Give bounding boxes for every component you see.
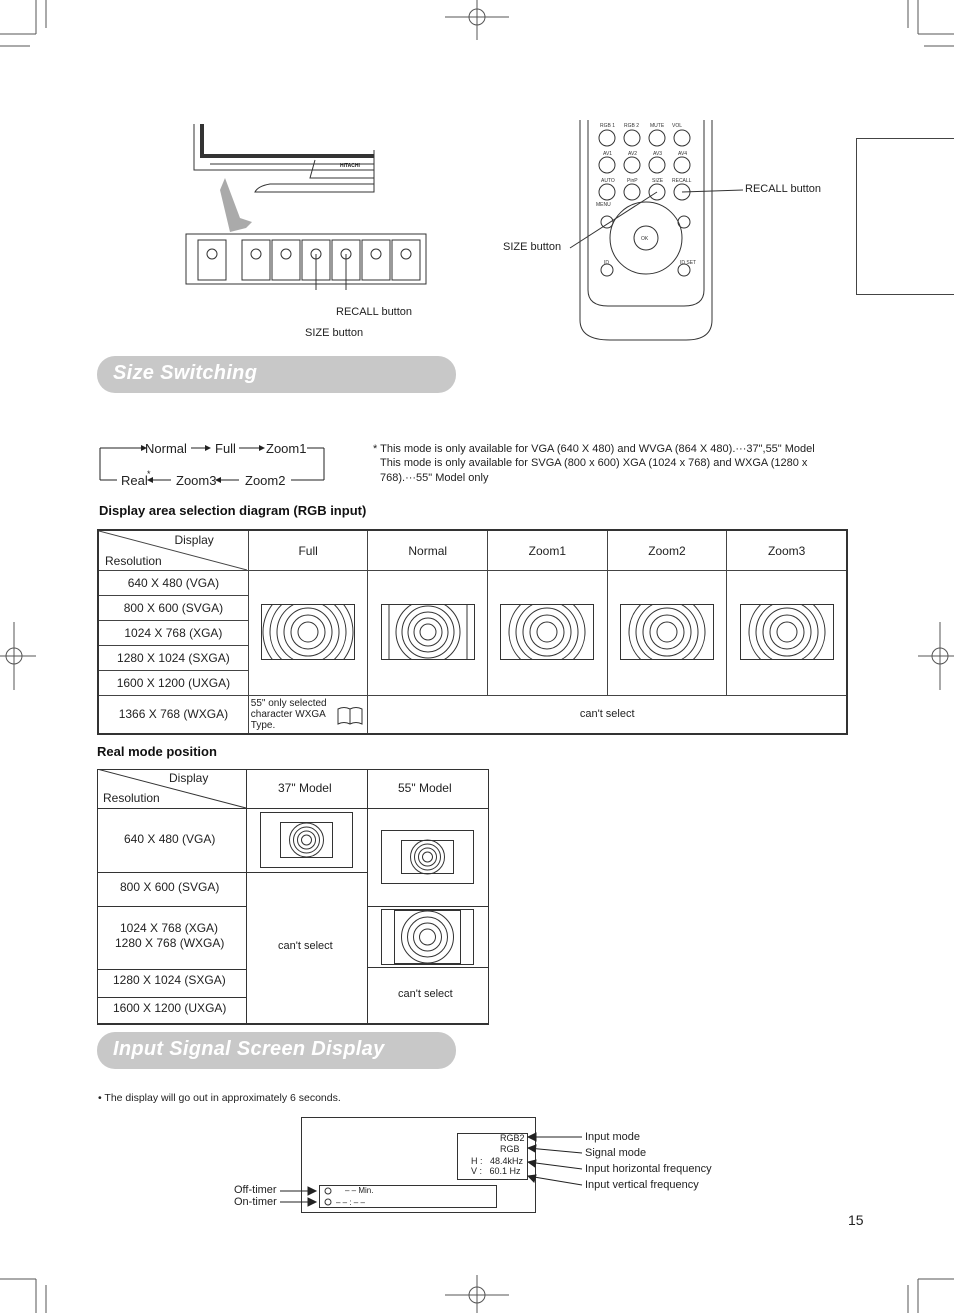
- remote-illustration: [560, 120, 860, 345]
- real-row-wxga: 1280 X 768 (WXGA): [115, 936, 225, 950]
- svg-text:AV1: AV1: [603, 151, 613, 157]
- col-zoom1: Zoom1: [488, 530, 608, 571]
- real-corner-resolution: Resolution: [103, 791, 160, 805]
- label-off-timer: Off-timer: [234, 1184, 277, 1196]
- mode-real-star: *: [147, 469, 151, 479]
- row-sxga: 1280 X 1024 (SXGA): [98, 646, 248, 671]
- svg-text:SIZE: SIZE: [652, 178, 664, 184]
- full-screen-image: [261, 604, 355, 660]
- size-switching-title: Size Switching: [113, 362, 258, 384]
- label-vertical-frequency: Input vertical frequency: [585, 1179, 699, 1191]
- mode-zoom2: Zoom2: [245, 473, 286, 488]
- row-xga: 1024 X 768 (XGA): [98, 621, 248, 646]
- wxga-note-3: Type.: [250, 719, 276, 731]
- real-row-vga: 640 X 480 (VGA): [124, 832, 216, 846]
- mode-real: Real: [121, 473, 148, 488]
- real-row-svga: 800 X 600 (SVGA): [120, 880, 220, 894]
- real-corner-display: Display: [169, 771, 209, 785]
- real-col-37: 37" Model: [278, 781, 332, 795]
- svg-text:VOL: VOL: [672, 123, 683, 129]
- real-col-55: 55" Model: [398, 781, 452, 795]
- input-signal-bar: [97, 1032, 456, 1069]
- col-full: Full: [248, 530, 368, 571]
- real-row-xga: 1024 X 768 (XGA): [120, 921, 219, 935]
- mode-footnote-3: 768).···55" Model only: [380, 472, 489, 484]
- mode-full: Full: [215, 441, 236, 456]
- zoom2-screen-image: [620, 604, 714, 660]
- zoom3-screen-cell: [727, 571, 847, 696]
- zoom3-screen-image: [740, 604, 834, 660]
- osd-h-freq: H : 48.4kHz: [471, 1156, 524, 1166]
- col-zoom2: Zoom2: [607, 530, 727, 571]
- zoom2-screen-cell: [607, 571, 727, 696]
- size-button-label-remote: SIZE button: [503, 241, 562, 253]
- real-37-cant-select: can't select: [278, 940, 333, 952]
- zoom1-screen-cell: [488, 571, 608, 696]
- svg-text:RGB 2: RGB 2: [624, 123, 640, 129]
- svg-text:OK: OK: [641, 236, 649, 242]
- display-area-table: [97, 529, 848, 735]
- page-number: 15: [848, 1212, 864, 1228]
- corner-cell: [98, 530, 248, 571]
- svg-text:MUTE: MUTE: [650, 123, 665, 129]
- label-signal-mode: Signal mode: [585, 1147, 647, 1159]
- label-horizontal-frequency: Input horizontal frequency: [585, 1163, 712, 1175]
- row-wxga: 1366 X 768 (WXGA): [98, 696, 248, 734]
- recall-button-label: RECALL button: [336, 306, 413, 318]
- display-area-heading: Display area selection diagram (RGB input): [99, 503, 367, 518]
- svg-text:AUTO: AUTO: [601, 178, 615, 184]
- wxga-cant-select: can't select: [368, 696, 847, 734]
- svg-text:AV3: AV3: [653, 151, 663, 157]
- svg-text:AV2: AV2: [628, 151, 638, 157]
- osd-on-timer-value: – – : – –: [336, 1198, 365, 1207]
- wxga-note-cell: [248, 696, 368, 734]
- col-normal: Normal: [368, 530, 488, 571]
- full-screen-cell: [248, 571, 368, 696]
- col-zoom3: Zoom3: [727, 530, 847, 571]
- svg-text:RECALL: RECALL: [672, 178, 692, 184]
- zoom1-screen-image: [500, 604, 594, 660]
- svg-text:ID SET: ID SET: [680, 260, 697, 266]
- size-switching-bar: [97, 356, 456, 393]
- osd-input-mode: RGB2: [500, 1133, 525, 1143]
- mode-footnote-2: This mode is only available for SVGA (800 x 600) XGA (1024 x 768) and WXGA (1280 x: [380, 457, 808, 469]
- book-icon: [337, 706, 363, 726]
- real-row-uxga: 1600 X 1200 (UXGA): [113, 1001, 227, 1015]
- tv-brand: HITACHI: [340, 163, 360, 169]
- side-tab: [856, 138, 954, 295]
- input-signal-title: Input Signal Screen Display: [113, 1038, 385, 1060]
- mode-footnote-1: * This mode is only available for VGA (640 X 480) and WVGA (864 X 480).···37",55" Model: [373, 443, 815, 455]
- mode-normal: Normal: [145, 441, 187, 456]
- wxga-note-2: character WXGA: [250, 708, 326, 720]
- row-uxga: 1600 X 1200 (UXGA): [98, 671, 248, 696]
- row-vga: 640 X 480 (VGA): [98, 571, 248, 596]
- recall-button-label-remote: RECALL button: [745, 183, 822, 195]
- tv-illustration: [180, 120, 440, 290]
- svg-text:MENU: MENU: [596, 202, 611, 208]
- osd-signal-mode: RGB: [500, 1144, 520, 1154]
- real-55-cant-select: can't select: [398, 988, 453, 1000]
- osd-v-freq: V : 60.1 Hz: [471, 1166, 521, 1176]
- svg-text:RGB 1: RGB 1: [600, 123, 616, 129]
- svg-text:PinP: PinP: [627, 178, 638, 184]
- corner-resolution: Resolution: [105, 554, 162, 568]
- svg-text:ID: ID: [604, 260, 609, 266]
- wxga-note-1: 55" only selected: [250, 697, 327, 709]
- label-input-mode: Input mode: [585, 1131, 641, 1143]
- svg-text:AV4: AV4: [678, 151, 688, 157]
- real-row-sxga: 1280 X 1024 (SXGA): [113, 973, 226, 987]
- label-on-timer: On-timer: [234, 1196, 277, 1208]
- mode-zoom3: Zoom3: [176, 473, 217, 488]
- osd-off-timer-value: – – Min.: [345, 1186, 374, 1195]
- display-timeout-note: • The display will go out in approximately 6 seconds.: [98, 1092, 341, 1104]
- corner-display: Display: [174, 533, 214, 547]
- row-svga: 800 X 600 (SVGA): [98, 596, 248, 621]
- mode-zoom1: Zoom1: [266, 441, 307, 456]
- normal-screen-cell: [368, 571, 488, 696]
- real-mode-heading: Real mode position: [97, 744, 217, 759]
- size-button-label: SIZE button: [305, 327, 364, 339]
- normal-screen-image: [381, 604, 475, 660]
